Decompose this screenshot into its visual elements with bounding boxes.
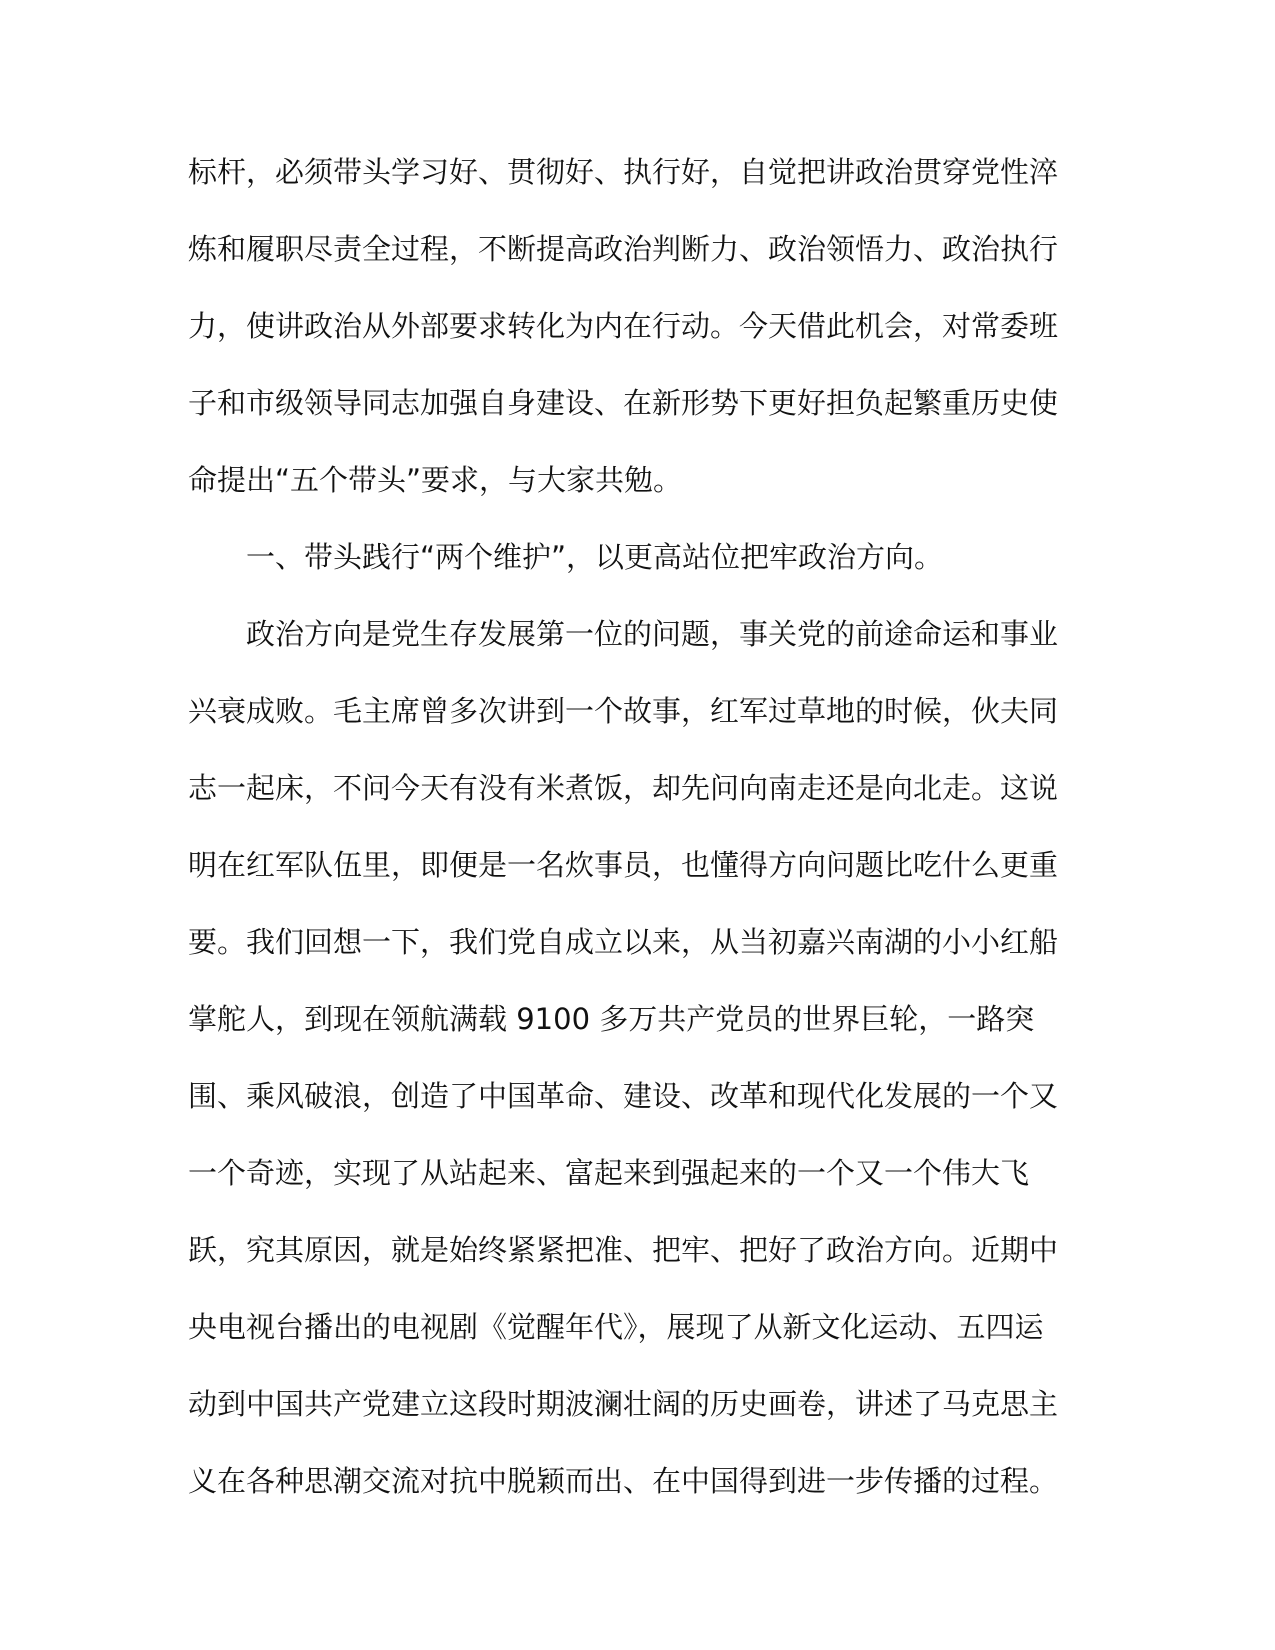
- text-line: 标杆，必须带头学习好、贯彻好、执行好，自觉把讲政治贯穿党性淬: [188, 155, 1059, 189]
- text-line: 围、乘风破浪，创造了中国革命、建设、改革和现代化发展的一个又: [188, 1079, 1059, 1113]
- text-line: 掌舵人，到现在领航满载 9100 多万共产党员的世界巨轮，一路突: [188, 1002, 1035, 1036]
- body-text: [188, 134, 1068, 1520]
- section-heading: 一、带头践行“两个维护”，以更高站位把牢政治方向。: [246, 540, 944, 574]
- text-line: 兴衰成败。毛主席曾多次讲到一个故事，红军过草地的时候，伙夫同: [188, 694, 1059, 728]
- text-line: 志一起床，不问今天有没有米煮饭，却先问向南走还是向北走。这说: [188, 771, 1059, 805]
- text-line: 义在各种思潮交流对抗中脱颖而出、在中国得到进一步传播的过程。: [188, 1464, 1059, 1498]
- text-line: 子和市级领导同志加强自身建设、在新形势下更好担负起繁重历史使: [188, 386, 1059, 420]
- text-line: 力，使讲政治从外部要求转化为内在行动。今天借此机会，对常委班: [188, 309, 1059, 343]
- text-line: 明在红军队伍里，即便是一名炊事员，也懂得方向问题比吃什么更重: [188, 848, 1059, 882]
- paragraph-first-line: 政治方向是党生存发展第一位的问题，事关党的前途命运和事业: [246, 617, 1059, 651]
- text-line: 炼和履职尽责全过程，不断提高政治判断力、政治领悟力、政治执行: [188, 232, 1059, 266]
- text-line: 一个奇迹，实现了从站起来、富起来到强起来的一个又一个伟大飞: [188, 1156, 1030, 1190]
- text-line: 跃，究其原因，就是始终紧紧把准、把牢、把好了政治方向。近期中: [188, 1233, 1059, 1267]
- text-line: 动到中国共产党建立这段时期波澜壮阔的历史画卷，讲述了马克思主: [188, 1387, 1059, 1421]
- text-line: 央电视台播出的电视剧《觉醒年代》，展现了从新文化运动、五四运: [188, 1310, 1044, 1344]
- text-line: 命提出“五个带头”要求，与大家共勉。: [188, 463, 683, 497]
- text-line: 要。我们回想一下，我们党自成立以来，从当初嘉兴南湖的小小红船: [188, 925, 1059, 959]
